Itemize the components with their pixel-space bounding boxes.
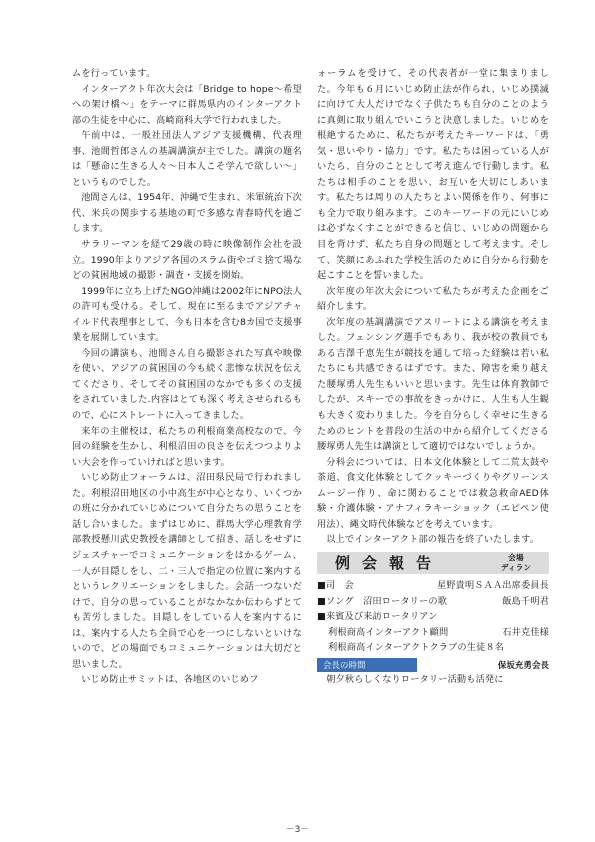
page-number: －3－: [285, 825, 310, 835]
song-label: ■ソング 沼田ロータリーの歌: [317, 595, 448, 607]
paragraph: 来年の主催校は、私たちの利根商業高校なので、今回の経験を生かし、利根沼田の良さを伝えつつよりよい大会を作っていければと思います。: [72, 425, 302, 468]
paragraph: 1999年に立ち上げたNGO沖縄は2002年にNPO法人の許可も受ける。そして、現在に至るまでアジアチャイルド代表理事として、今も日本を含む8カ国で支援事業を展開しています。: [72, 285, 302, 344]
right-column: [317, 66, 549, 687]
paragraph: ォーラムを受けて、その代表者が一堂に集まりました。今年も６月にいじめ防止法が作られ、いじめ撲滅に向けて大人だけでなく子供たちも自分のことのように真剣に取り組んでいこうと決意しました。いじめを根絶するために、私たちが考えたキーワードは、「勇気・思いやり・協力」です。私たちは困っている人がいたら、自分のこととして考え進んで行動します。私たちは相手のことを思い、お互いを大切にしあいます。私たちは周りの人たちとよい関係を作り、何事にも全力で取り組みます。このキーワードの元にいじめは必ずなくすことができると信じ、いじめの問題から目を背けず、私たち自身の問題として考えます。そして、笑顔にあふれた学校生活のために自分から行動を起こすことを誓いました。: [317, 68, 549, 282]
report-row-chair: [317, 578, 549, 594]
paragraph: 今回の講演も、池間さん自ら撮影された写真や映像を使い、アジアの貧困国の今も続く悲惨な状況を伝えてくださり、そしてその貧困国のなかでも多くの支援をされていました.内容はとても深く考えさせられるもので、心にストレートに入ってきました。: [72, 347, 302, 422]
paragraph: いじめ防止サミットは、各地区のいじめフ: [81, 674, 259, 686]
paragraph: ムを行っています。: [72, 68, 156, 79]
president-text: 朝夕秋らしくなりロータリー活動も活発に: [326, 673, 504, 685]
paragraph: インターアクト年次大会は「Bridge to hope～希望への架け橋～」をテーマに群馬県内のインターアクト部の生徒を中心に、高崎商科大学で行われました。: [72, 83, 302, 126]
paragraph: いじめ防止フォーラムは、沼田県民局で行われました。利根沼田地区の小中高生が中心となり、いくつかの班に分かれていじめについて自分たちの思うことを話し合いました。まずはじめに、群馬大学心理教育学部教授懸川武史教授を講師として招き、話しをせずにジェスチャーでコミュニケーションをはかるゲーム、一人が目隠しをし、二・三人で指定の位置に案内するというレクリエーションをしました。会話一つないだけで、自分の思っていることがなかなか伝わらずとても苦労しました。目隠しをしている人を案内するには、案内する人たち全員で心を一つにしないといけないので、どの場面でもコミュニケーションは大切だと思いました。: [72, 472, 302, 670]
venue-name: ディラン: [500, 562, 532, 572]
report-row-guest1: [317, 625, 549, 641]
paragraph: 午前中は、一般社団法人アジア支援機構、代表理事、池間哲郎さんの基調講演が主でした。講演の題名は「懸命に生きる人々～日本人こそ学んで欲しい～」というものでした。: [72, 130, 302, 188]
paragraph: 次年度の年次大会について私たちが考えた企画をご紹介します。: [317, 285, 549, 313]
report-row-song: [317, 594, 549, 610]
paragraph: サラリーマンを経て29歳の時に映像制作会社を設立。1990年よりアジア各国のスラム街やゴミ捨て場などの貧困地域の撮影・調査・支援を開始。: [72, 239, 302, 282]
guest1-value: 石井克佳様: [502, 626, 549, 638]
guest2-label: 利根商高インターアクトクラブの生徒８名: [328, 642, 505, 654]
song-value: 飯島千明君: [502, 595, 549, 607]
chair-label: ■司 会: [317, 579, 354, 591]
president-time-tag: 会長の時間: [317, 658, 417, 672]
meeting-report-banner: [317, 552, 549, 574]
guests-label: ■来賓及び来訪ロータリアン: [317, 611, 438, 623]
venue-label: 会場: [508, 552, 524, 562]
left-column: [72, 66, 302, 688]
paragraph: 以上でインターアクト部の報告を終了いたします。: [326, 534, 540, 546]
chair-value: 星野貴明ＳＡＡ出席委員長: [436, 579, 549, 591]
banner-title: 例会報告: [335, 553, 444, 572]
president-name: 保坂充勇会長: [497, 659, 549, 670]
guest1-label: 利根商高インターアクト顧問: [328, 626, 449, 638]
report-row-guest2: [317, 640, 549, 656]
paragraph: 分科会については、日本文化体験として二荒太鼓や茶道、食文化体験としてクッキーづくりやグリーンスムージー作り、命に関わることでは救急救命AED体験・介護体験・アナフィラキーショック（エピペン使用法）、縄文時代体験などを考えています。: [317, 456, 549, 530]
paragraph: 池間さんは、1954年、沖縄で生まれ、米軍統治下次代、米兵の関歩する基地の町で多感な青春時代を過ごします。: [72, 192, 302, 235]
paragraph: 次年度の基調講演でアスリートによる講演を考えました。フェンシング選手でもあり、我が校の教員でもある吉澤千恵先生が競技を通して培った経験は若い私たちにも共感できるはずです。また、障害を乗り越えた腰塚勇人先生もいいと思います。先生は体育教師でしたが、スキーでの事故をきっかけに、人生も人生観も大きく変わりました。今を自分らしく幸せに生きるためのヒントを普段の生活の中から紹介してくださる腰塚勇人先生は講演として適切ではないでしょうか。: [317, 316, 549, 453]
report-list: [317, 578, 549, 656]
president-time-bar: [317, 658, 549, 672]
banner-venue: [493, 553, 539, 572]
report-row-guests: [317, 609, 549, 625]
